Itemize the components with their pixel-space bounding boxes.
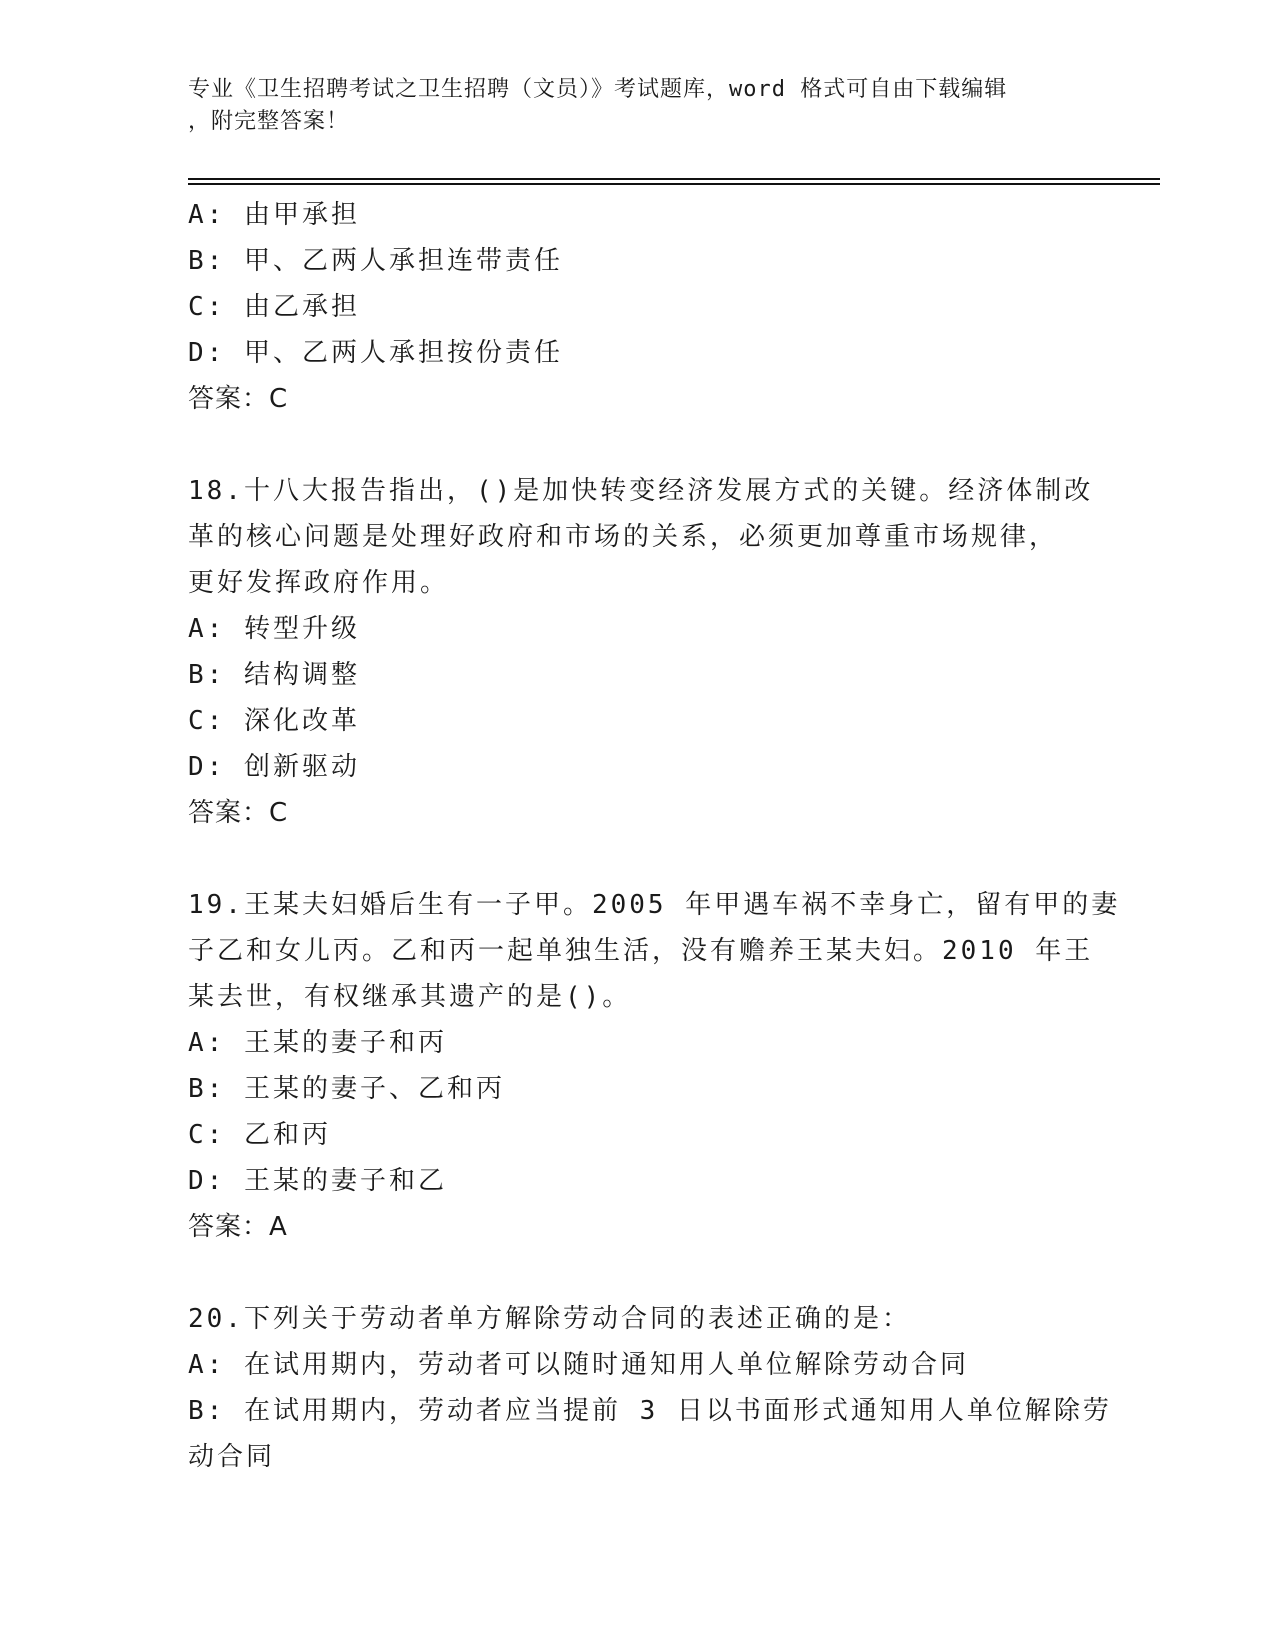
answer: 答案：A (188, 1212, 288, 1242)
answer: 答案：C (188, 384, 289, 414)
question-18 (188, 468, 1094, 836)
option-a: A: 转型升级 (188, 614, 360, 644)
question-stem-line: 子乙和女儿丙。乙和丙一起单独生活，没有赡养王某夫妇。2010 年王 (188, 936, 1094, 966)
question-stem-line: 20.下列关于劳动者单方解除劳动合同的表述正确的是： (188, 1304, 911, 1334)
option-d: D: 甲、乙两人承担按份责任 (188, 338, 563, 368)
option-c: C: 由乙承担 (188, 292, 360, 322)
document-header (188, 74, 1088, 138)
question-stem-line: 某去世，有权继承其遗产的是()。 (188, 982, 632, 1012)
question-20 (188, 1296, 1112, 1480)
option-b: B: 在试用期内，劳动者应当提前 3 日以书面形式通知用人单位解除劳 (188, 1396, 1112, 1426)
header-line-2: ，附完整答案！ (188, 109, 350, 134)
question-17 (188, 192, 1088, 422)
question-stem-line: 革的核心问题是处理好政府和市场的关系，必须更加尊重市场规律， (188, 522, 1059, 552)
spacer (188, 422, 1088, 468)
option-c: C: 深化改革 (188, 706, 360, 736)
question-list (188, 192, 1121, 1480)
spacer (188, 1250, 1088, 1296)
header-line-1: 专业《卫生招聘考试之卫生招聘（文员）》考试题库，word 格式可自由下载编辑 (188, 77, 1008, 102)
option-d: D: 创新驱动 (188, 752, 360, 782)
answer: 答案：C (188, 798, 289, 828)
option-b-continued: 动合同 (188, 1442, 276, 1472)
header-rule-bottom (188, 183, 1160, 185)
question-stem-line: 18.十八大报告指出，()是加快转变经济发展方式的关键。经济体制改 (188, 476, 1094, 506)
option-a: A: 王某的妻子和丙 (188, 1028, 447, 1058)
option-a: A: 在试用期内，劳动者可以随时通知用人单位解除劳动合同 (188, 1350, 969, 1380)
question-stem-line: 19.王某夫妇婚后生有一子甲。2005 年甲遇车祸不幸身亡，留有甲的妻 (188, 890, 1121, 920)
option-d: D: 王某的妻子和乙 (188, 1166, 447, 1196)
spacer (188, 836, 1088, 882)
option-b: B: 结构调整 (188, 660, 360, 690)
question-stem-line: 更好发挥政府作用。 (188, 568, 450, 598)
question-19 (188, 882, 1121, 1250)
option-b: B: 甲、乙两人承担连带责任 (188, 246, 563, 276)
header-rule-top (188, 178, 1160, 180)
option-c: C: 乙和丙 (188, 1120, 331, 1150)
option-a: A: 由甲承担 (188, 200, 360, 230)
option-b: B: 王某的妻子、乙和丙 (188, 1074, 505, 1104)
